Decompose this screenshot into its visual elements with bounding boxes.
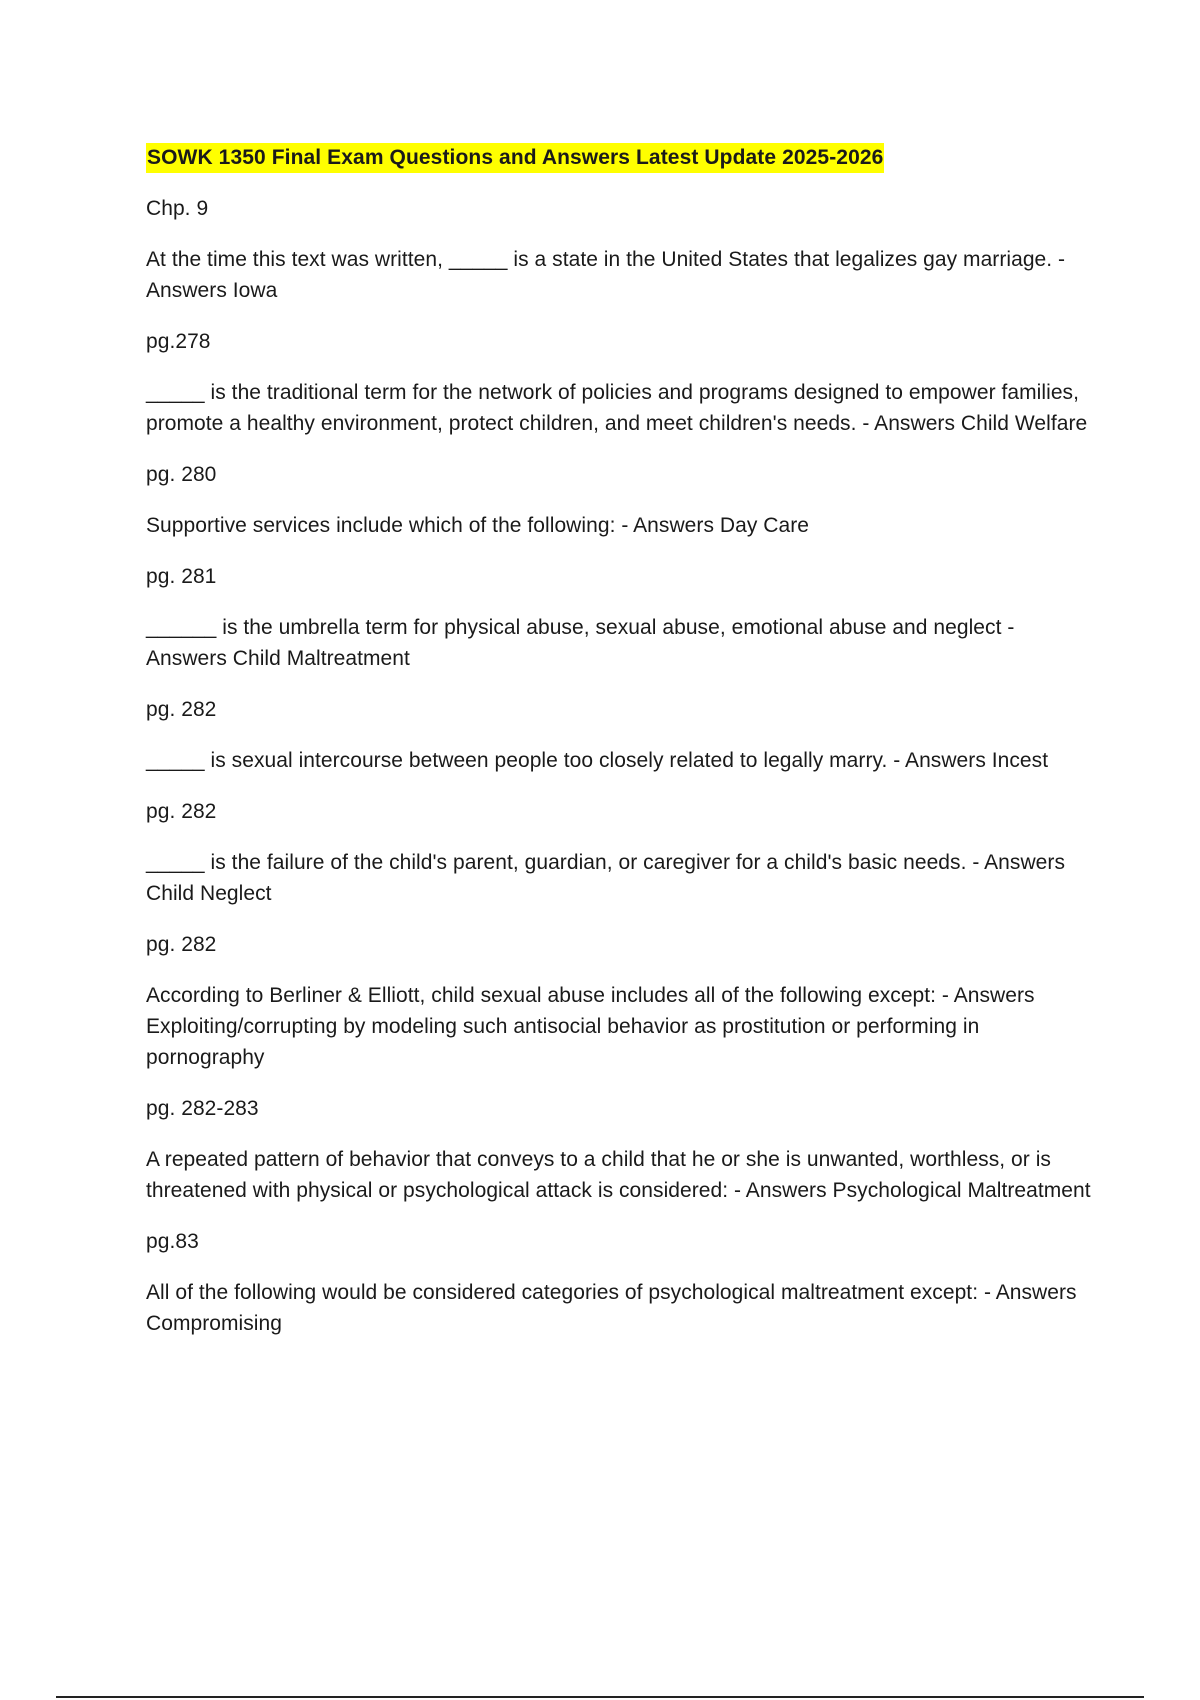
question-3: Supportive services include which of the following: - Answers Day Care [146, 514, 809, 537]
document-title: SOWK 1350 Final Exam Questions and Answers Latest Update 2025-2026 [146, 143, 884, 173]
question-7: According to Berliner & Elliott, child sexual abuse includes all of the following except: - Answers Exploiting/corrupting by modeling such antisocial behavior as prostitution or performing in pornography [146, 984, 1035, 1069]
page-ref-8: pg.83 [146, 1230, 199, 1253]
page-ref-6: pg. 282 [146, 933, 217, 956]
page-ref-2: pg. 280 [146, 463, 217, 486]
page-ref-7: pg. 282-283 [146, 1097, 259, 1120]
question-2: _____ is the traditional term for the network of policies and programs designed to empower families, promote a healthy environment, protect children, and meet children's needs. - Answers Child Welfare [146, 381, 1088, 435]
question-6: _____ is the failure of the child's parent, guardian, or caregiver for a child's basic needs. - Answers Child Neglect [146, 851, 1065, 905]
question-5: _____ is sexual intercourse between people too closely related to legally marry. - Answers Incest [146, 749, 1049, 772]
page-ref-4: pg. 282 [146, 698, 217, 721]
page-ref-1: pg.278 [146, 330, 211, 353]
page-ref-5: pg. 282 [146, 800, 217, 823]
question-1: At the time this text was written, _____ is a state in the United States that legalizes gay marriage. - Answers Iowa [146, 248, 1066, 302]
footer-divider [56, 1696, 1144, 1698]
chapter-label: Chp. 9 [146, 197, 209, 220]
question-4: ______ is the umbrella term for physical abuse, sexual abuse, emotional abuse and neglect - Answers Child Maltreatment [146, 616, 1015, 670]
document-title-line [146, 143, 1096, 193]
document-content [146, 143, 1096, 1359]
question-8: A repeated pattern of behavior that conveys to a child that he or she is unwanted, worthless, or is threatened with physical or psychological attack is considered: - Answers Psychological Maltreatment [146, 1148, 1091, 1202]
question-9: All of the following would be considered categories of psychological maltreatment except: - Answers Compromising [146, 1281, 1077, 1335]
page-ref-3: pg. 281 [146, 565, 217, 588]
